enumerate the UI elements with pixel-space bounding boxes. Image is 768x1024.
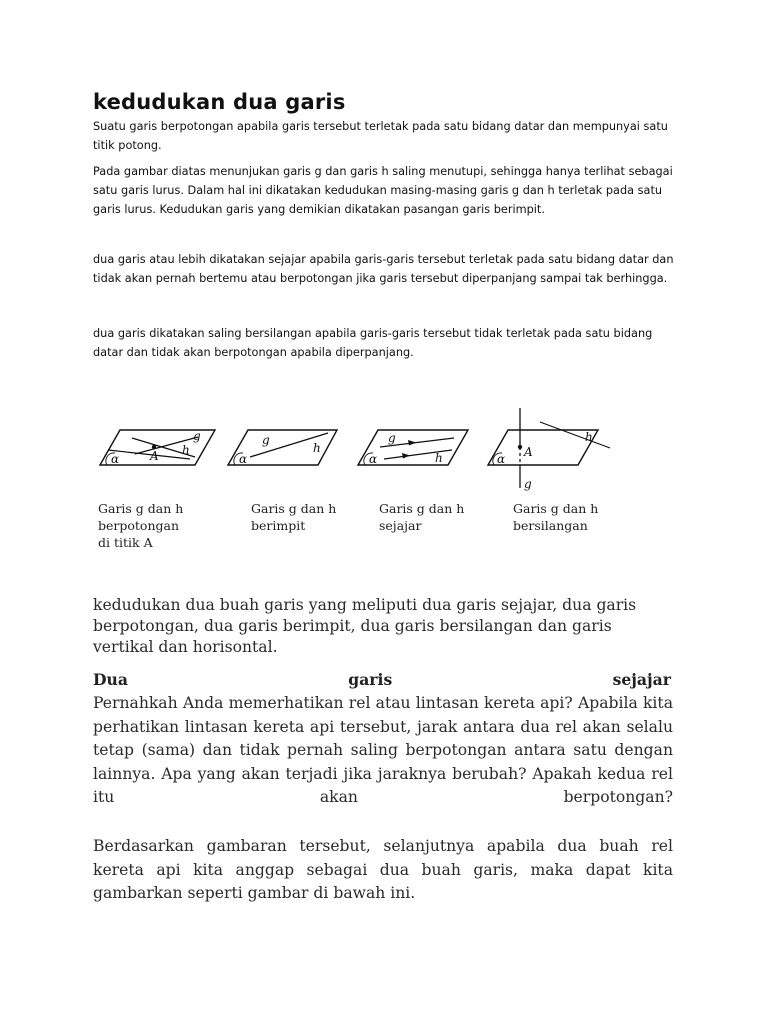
label-g: g (193, 429, 201, 443)
section-heading-dua-garis-sejajar (93, 670, 671, 689)
line-h (540, 422, 610, 448)
conclusion-paragraph: Berdasarkan gambaran tersebut, selanjutnya apabila dua buah rel kereta api kita anggap sebagai dua buah garis, maka dapat kita gambarkan seperti gambar di bawah ini. (93, 837, 673, 902)
label-alpha: α (369, 452, 378, 466)
label-h: h (182, 443, 190, 457)
label-h: h (313, 441, 321, 455)
label-alpha: α (111, 452, 120, 466)
rail-paragraph-body: Pernahkah Anda memerhatikan rel atau lintasan kereta api? Apabila kita perhatikan lintasan kereta api tersebut, jarak antara dua rel akan selalu tetap (sama) dan tidak pernah saling berpotongan antara satu dengan lainnya. Apa yang akan terjadi jika jaraknya berubah? Apakah kedua rel (93, 694, 673, 783)
page-title: kedudukan dua garis (93, 90, 346, 114)
word: berpotongan? (563, 788, 673, 806)
heading-word: sejajar (612, 670, 671, 689)
word: akan (319, 788, 358, 806)
word: itu (93, 788, 115, 806)
paragraph-bersilangan: dua garis dikatakan saling bersilangan apabila garis-garis tersebut tidak terletak pada satu bidang datar dan tidak akan berpotongan apabila diperpanjang. (93, 327, 653, 359)
paragraph-sejajar: dua garis atau lebih dikatakan sejajar apabila garis-garis tersebut terletak pada satu bidang datar dan tidak akan pernah bertemu atau berpotongan jika garis tersebut diperpanjang sampai tak berhingga. (93, 253, 674, 285)
label-h: h (585, 430, 593, 444)
label-h: h (435, 451, 443, 465)
caption-parallel: Garis g dan h sejajar (379, 501, 465, 533)
panel-coincident (228, 430, 337, 466)
panel-parallel (358, 430, 468, 466)
panel-intersecting (100, 429, 215, 466)
intro-paragraph: kedudukan dua buah garis yang meliputi dua garis sejajar, dua garis berpotongan, dua garis berimpit, dua garis bersilangan dan garis vertikal dan horisontal. (93, 596, 637, 656)
label-g: g (388, 431, 396, 445)
label-A: A (150, 449, 159, 463)
label-alpha: α (497, 452, 506, 466)
caption-intersecting: Garis g dan h berpotongan di titik A (98, 501, 184, 550)
line-position-figure (90, 402, 630, 562)
paragraph-berimpit: Pada gambar diatas menunjukan garis g dan garis h saling menutupi, sehingga hanya terlihat sebagai satu garis lurus. Dalam hal ini dikatakan kedudukan masing-masing garis g dan h terletak pada satu garis lurus. Kedudukan garis yang demikian dikatakan pasangan garis berimpit. (93, 165, 673, 216)
caption-coincident: Garis g dan h berimpit (251, 501, 337, 533)
paragraph-berpotongan: Suatu garis berpotongan apabila garis tersebut terletak pada satu bidang datar dan mempunyai satu titik potong. (93, 120, 668, 152)
label-alpha: α (239, 452, 248, 466)
heading-word: garis (348, 670, 393, 689)
label-g: g (524, 477, 532, 491)
rail-paragraph-last-line (93, 786, 673, 810)
label-A: A (524, 445, 533, 459)
rail-paragraph (93, 692, 673, 810)
panel-skew (488, 408, 610, 491)
label-g: g (262, 433, 270, 447)
point-A (518, 445, 522, 449)
caption-skew: Garis g dan h bersilangan (513, 501, 599, 533)
heading-word: Dua (93, 670, 128, 689)
